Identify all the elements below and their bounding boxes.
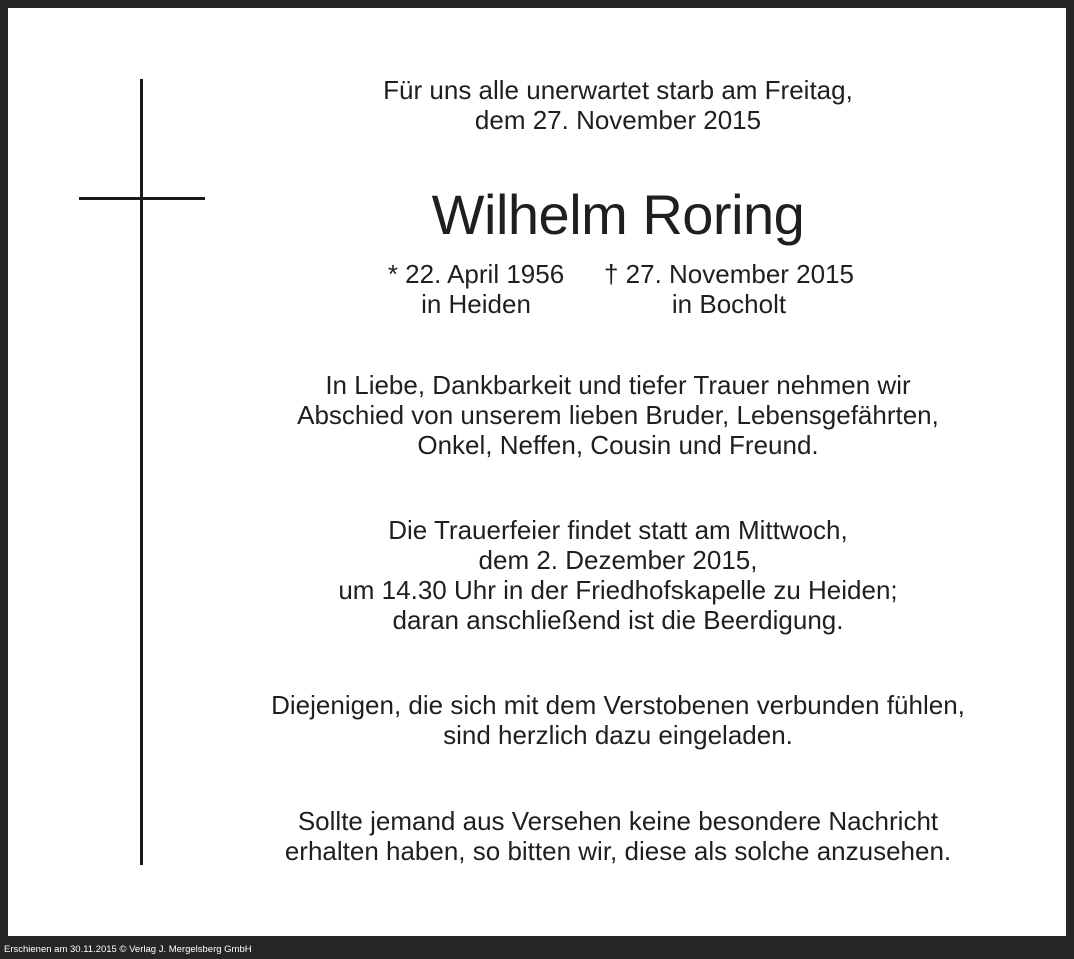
intro-text — [168, 75, 1068, 135]
deceased-name: Wilhelm Roring — [431, 183, 805, 246]
paragraph-line: Die Trauerfeier findet statt am Mittwoch, — [388, 515, 848, 545]
intro-line: Für uns alle unerwartet starb am Freitag, — [383, 75, 853, 105]
obituary-page — [8, 8, 1066, 936]
ceremony-paragraph — [168, 515, 1068, 635]
birth-place: in Heiden — [421, 289, 531, 319]
death-info — [589, 259, 869, 319]
paragraph-line: sind herzlich dazu eingeladen. — [443, 720, 793, 750]
death-date: † 27. November 2015 — [603, 259, 855, 289]
intro-line: dem 27. November 2015 — [474, 105, 762, 135]
paragraph-line: dem 2. Dezember 2015, — [478, 545, 758, 575]
paragraph-line: Diejenigen, die sich mit dem Verstobenen verbunden fühlen, — [271, 690, 965, 720]
death-place: in Bocholt — [671, 289, 787, 319]
invitation-paragraph — [168, 690, 1068, 750]
paragraph-line: daran anschließend ist die Beerdigung. — [392, 605, 844, 635]
paragraph-line: Onkel, Neffen, Cousin und Freund. — [417, 430, 819, 460]
notification-paragraph — [168, 806, 1068, 866]
farewell-paragraph — [168, 370, 1068, 460]
birth-date: * 22. April 1956 — [387, 259, 565, 289]
paragraph-line: erhalten haben, so bitten wir, diese als solche anzusehen. — [284, 836, 952, 866]
paragraph-line: um 14.30 Uhr in der Friedhofskapelle zu Heiden; — [338, 575, 898, 605]
paragraph-line: Sollte jemand aus Versehen keine besondere Nachricht — [297, 806, 939, 836]
publication-footer: Erschienen am 30.11.2015 © Verlag J. Mergelsberg GmbH — [4, 944, 252, 955]
paragraph-line: In Liebe, Dankbarkeit und tiefer Trauer nehmen wir — [325, 370, 911, 400]
paragraph-line: Abschied von unserem lieben Bruder, Lebensgefährten, — [297, 400, 939, 430]
birth-info — [356, 259, 596, 319]
